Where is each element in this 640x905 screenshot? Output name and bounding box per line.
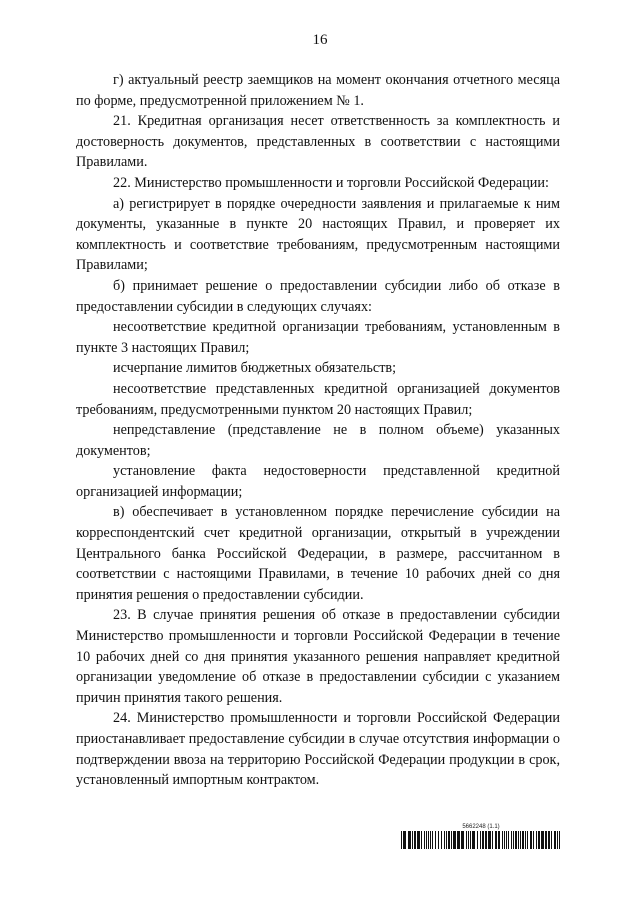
refusal-reason-5: установление факта недостоверности представленной кредитной организацией информации; bbox=[76, 463, 560, 500]
barcode-bar bbox=[428, 831, 429, 849]
barcode-bar bbox=[435, 831, 436, 849]
barcode-bar bbox=[508, 831, 509, 849]
barcode-bar bbox=[492, 831, 493, 849]
refusal-reason-2: исчерпание лимитов бюджетных обязательств; bbox=[113, 360, 397, 377]
barcode-bar bbox=[480, 831, 481, 849]
barcode-bar bbox=[495, 831, 497, 849]
barcode-bar bbox=[466, 831, 467, 849]
page-number: 16 bbox=[312, 32, 328, 48]
barcode-bar bbox=[438, 831, 439, 849]
paragraph-22-v: в) обеспечивает в установленном порядке перечисление субсидии на корреспондентский счет кредитной организации, открытый в учреждении Центрального банка Российской Федерации, в размере, рассчитанном в соответствии с настоящими Правилами, в течение 10 рабочих дней со дня принятия решения о предоставлении субсидии. bbox=[76, 504, 560, 603]
refusal-reason-3: несоответствие представленных кредитной организацией документов требованиям, предусмотренными пунктом 20 настоящих Правил; bbox=[76, 380, 560, 418]
barcode-bar bbox=[448, 831, 450, 849]
barcode-bar bbox=[417, 831, 420, 849]
refusal-reason-1: несоответствие кредитной организации требованиям, установленным в пункте 3 настоящих Правил; bbox=[76, 319, 560, 356]
barcode-bar bbox=[421, 831, 422, 849]
barcode-bar bbox=[444, 831, 445, 849]
barcode-bar bbox=[414, 831, 416, 849]
barcode-bar bbox=[504, 831, 505, 849]
barcode-code: 5662248 (1.1) bbox=[462, 824, 500, 830]
barcode-bar bbox=[482, 831, 484, 849]
barcode-bar bbox=[424, 831, 425, 849]
barcode-bar bbox=[548, 831, 550, 849]
paragraph-item-g: г) актуальный реестр заемщиков на момент окончания отчетного месяца по форме, предусмотренной приложением № 1. bbox=[76, 72, 560, 109]
refusal-reason-4: непредставление (представление не в полном объеме) указанных документов; bbox=[76, 422, 560, 459]
barcode-bar bbox=[541, 831, 544, 849]
barcode-bar bbox=[527, 831, 528, 849]
barcode-bar bbox=[557, 831, 558, 849]
barcode-bar bbox=[551, 831, 552, 849]
document-barcode-block bbox=[401, 823, 561, 849]
barcode-bar bbox=[530, 831, 532, 849]
barcode-bar bbox=[426, 831, 427, 849]
barcode-bar bbox=[488, 831, 491, 849]
barcode-bar bbox=[506, 831, 507, 849]
paragraph-21: 21. Кредитная организация несет ответственность за комплектность и достоверность документов, представленных в соответствии с настоящими Правилами. bbox=[76, 113, 560, 171]
barcode-bar bbox=[485, 831, 487, 849]
barcode-bar bbox=[430, 831, 431, 849]
barcode-bar bbox=[559, 831, 560, 849]
barcode-bar bbox=[533, 831, 534, 849]
paragraph-22-a: а) регистрирует в порядке очередности заявления и прилагаемые к ним документы, указанные в пункте 20 настоящих Правил, и проверяет их комплектность и соответствие требованиям, предусмотренным настоящими Правилами; bbox=[76, 195, 560, 274]
paragraph-23: 23. В случае принятия решения об отказе в предоставлении субсидии Министерство промышленности и торговли Российской Федерации в течение 10 рабочих дней со дня принятия указанного решения направляет кредитной организации уведомление об отказе в предоставлении субсидии с указанием причин принятия такого решения. bbox=[76, 607, 560, 706]
barcode-bar bbox=[412, 831, 413, 849]
document-body bbox=[76, 70, 560, 791]
barcode-bar bbox=[518, 831, 519, 849]
barcode-bar bbox=[522, 831, 524, 849]
barcode-image bbox=[401, 831, 561, 849]
barcode-bar bbox=[457, 831, 460, 849]
paragraph-22: 22. Министерство промышленности и торговли Российской Федерации: bbox=[113, 174, 549, 191]
paragraph-24: 24. Министерство промышленности и торговли Российской Федерации приостанавливает предоставление субсидии в случае отсутствия информации о подтверждении ввоза на территорию Российской Федерации продукции в срок, установленный импортным контрактом. bbox=[76, 710, 560, 789]
barcode-bar bbox=[515, 831, 517, 849]
barcode-bar bbox=[472, 831, 475, 849]
barcode-bar bbox=[451, 831, 452, 849]
barcode-bar bbox=[538, 831, 540, 849]
barcode-bar bbox=[545, 831, 547, 849]
barcode-bar bbox=[520, 831, 521, 849]
barcode-bar bbox=[554, 831, 556, 849]
barcode-bar bbox=[461, 831, 464, 849]
barcode-bar bbox=[525, 831, 526, 849]
barcode-bar bbox=[441, 831, 442, 849]
barcode-bar bbox=[468, 831, 469, 849]
barcode-bar bbox=[446, 831, 447, 849]
paragraph-22-b: б) принимает решение о предоставлении субсидии либо об отказе в предоставлении субсидии в следующих случаях: bbox=[76, 277, 560, 315]
barcode-bar bbox=[513, 831, 514, 849]
barcode-bar bbox=[403, 831, 406, 849]
barcode-bar bbox=[511, 831, 512, 849]
barcode-bar bbox=[536, 831, 537, 849]
barcode-bar bbox=[453, 831, 456, 849]
barcode-bar bbox=[502, 831, 503, 849]
barcode-bar bbox=[477, 831, 478, 849]
barcode-bar bbox=[401, 831, 402, 849]
barcode-bar bbox=[432, 831, 433, 849]
barcode-bar bbox=[470, 831, 471, 849]
barcode-bar bbox=[408, 831, 411, 849]
barcode-bar bbox=[498, 831, 500, 849]
